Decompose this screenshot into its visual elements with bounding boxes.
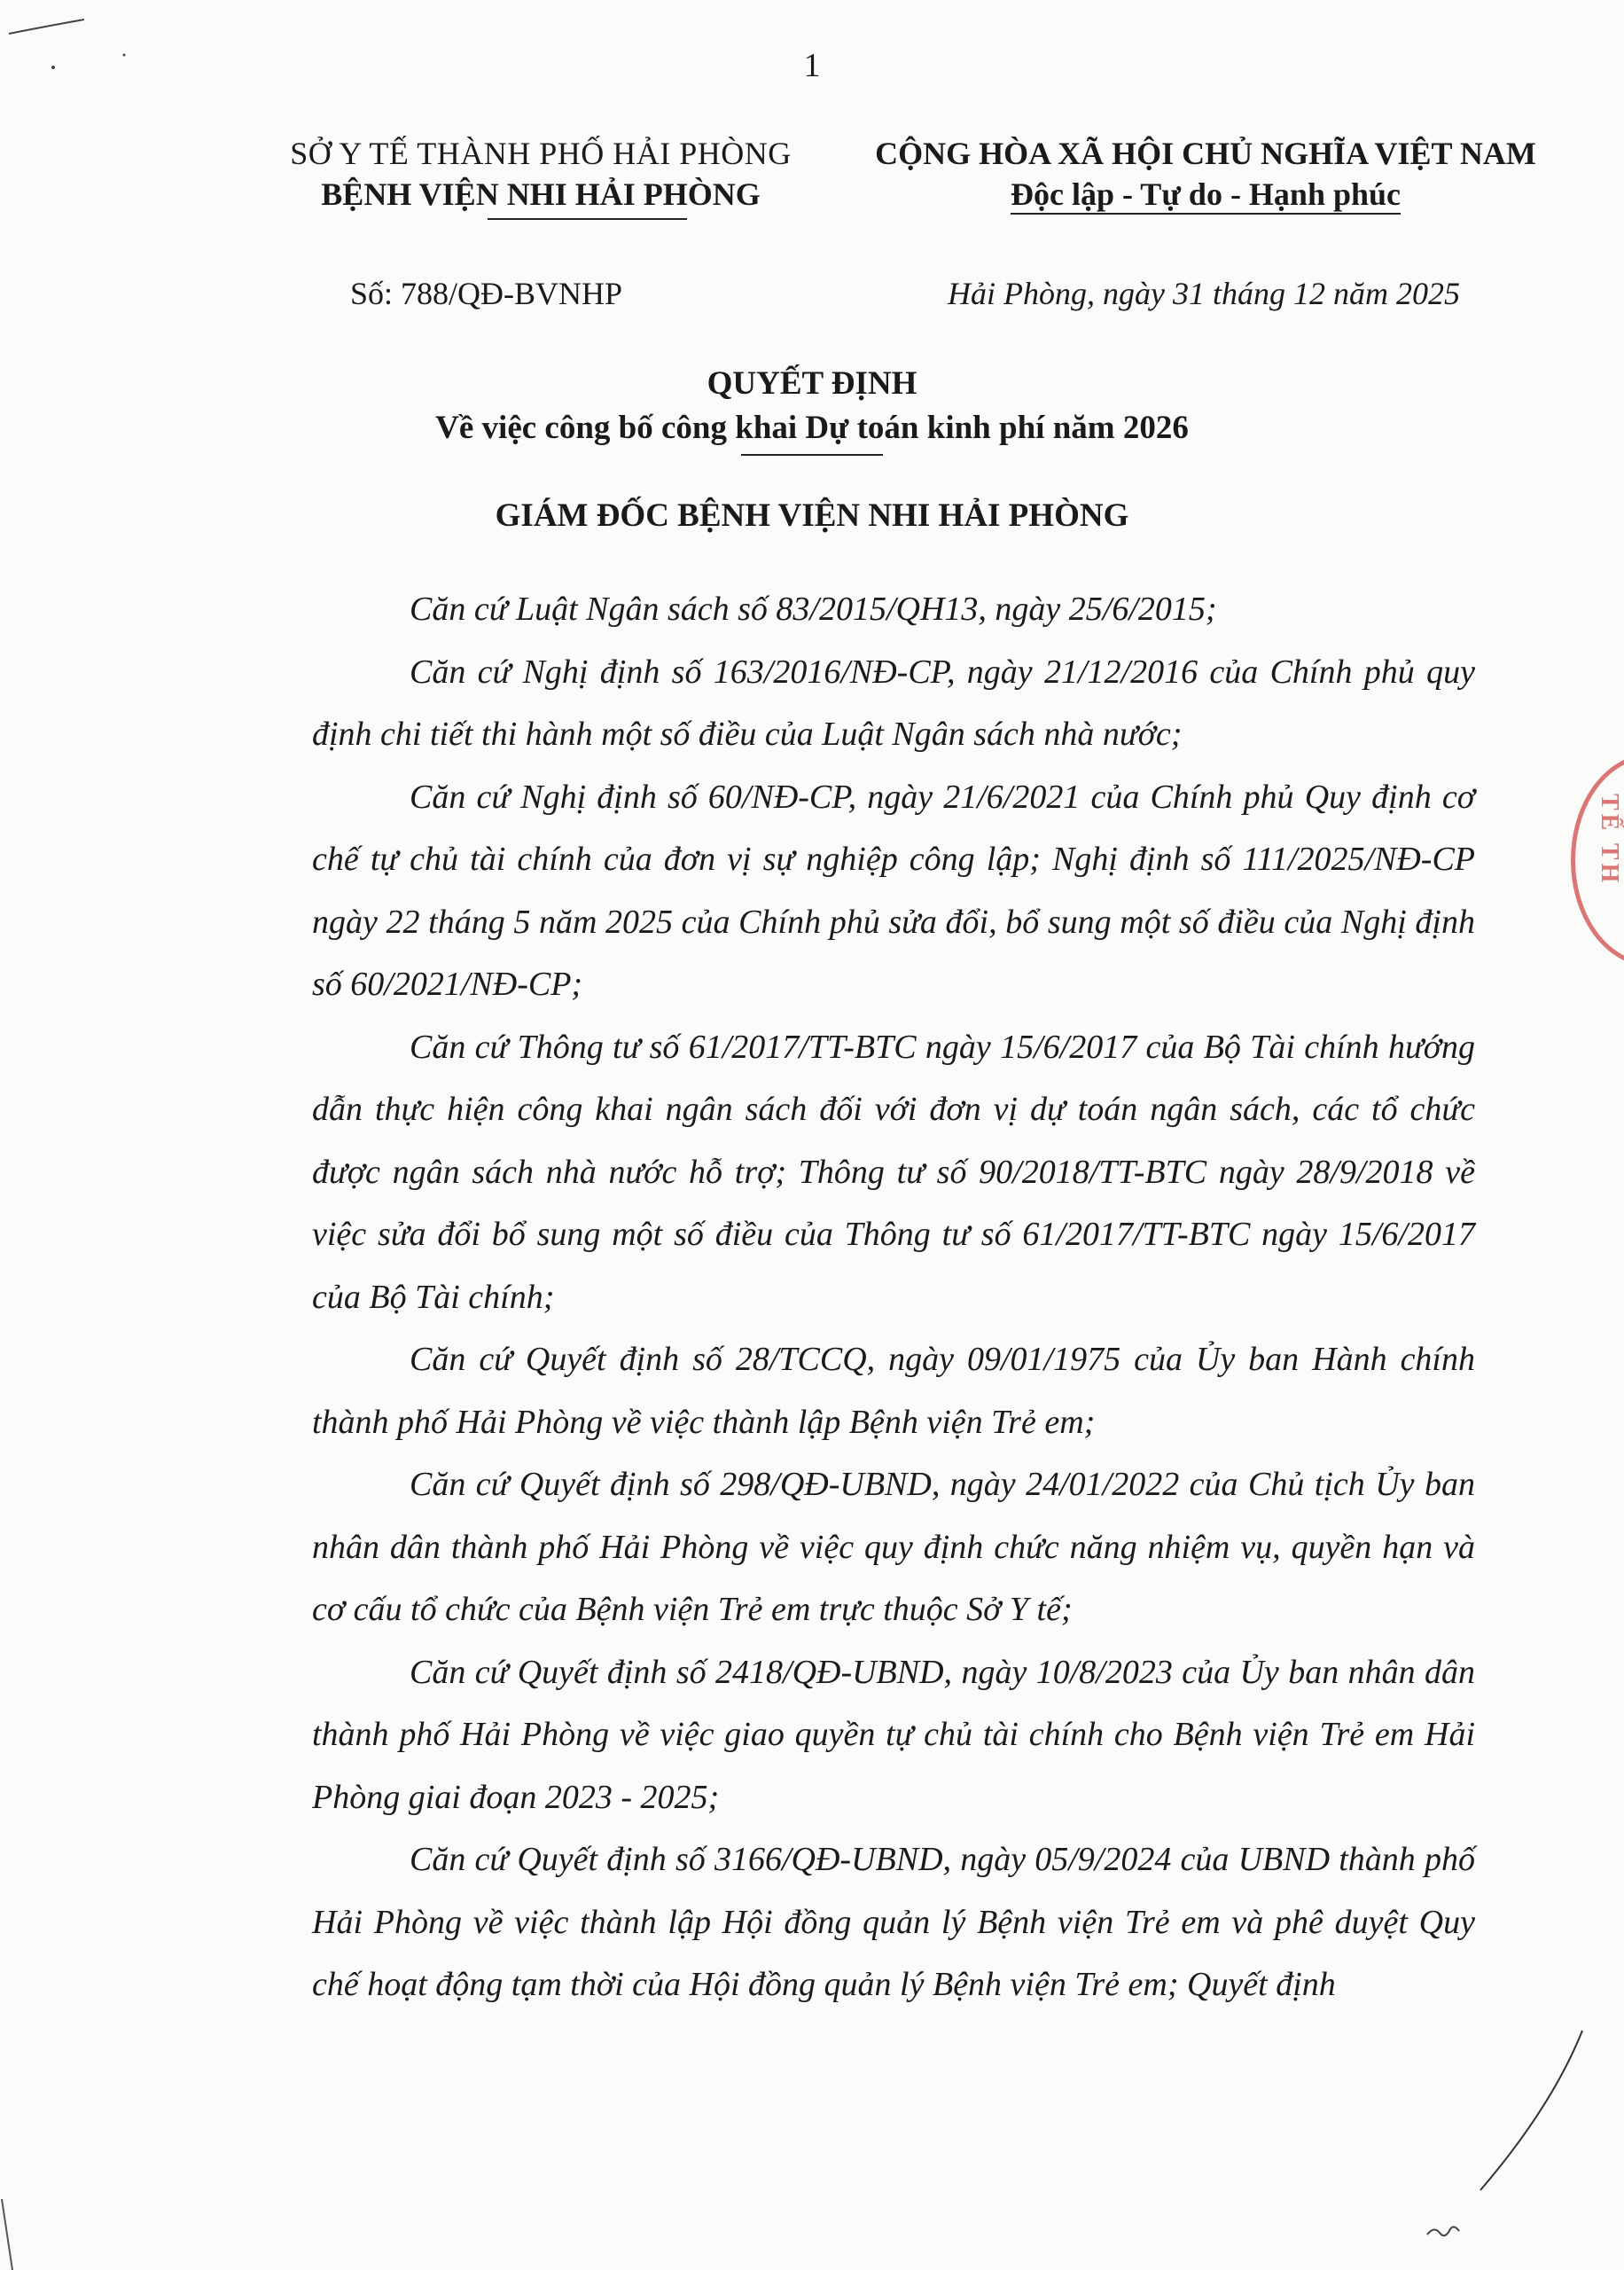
decision-title-block [0,362,1624,456]
stamp-text: TẾ TH [1596,794,1623,887]
red-stamp-fragment [1571,754,1624,967]
legal-basis-paragraph: Căn cứ Quyết định số 2418/QĐ-UBND, ngày 10/8/2023 của Ủy ban nhân dân thành phố Hải Phòng về việc giao quyền tự chủ tài chính cho Bệnh viện Trẻ em Hải Phòng giai đoạn 2023 - 2025; [312,1653,1475,1816]
national-header [829,133,1582,215]
agency-underline [488,218,687,220]
initial-signature [1383,2022,1613,2252]
national-title: CỘNG HÒA XÃ HỘI CHỦ NGHĨA VIỆT NAM [875,136,1536,171]
legal-basis-paragraph: Căn cứ Nghị định số 60/NĐ-CP, ngày 21/6/2021 của Chính phủ Quy định cơ chế tự chủ tài chính của đơn vị sự nghiệp công lập; Nghị định số 111/2025/NĐ-CP ngày 22 tháng 5 năm 2025 của Chính phủ sửa đổi, bổ sung một số điều của Nghị định số 60/2021/NĐ-CP; [312,778,1475,1003]
decision-title: QUYẾT ĐỊNH [707,365,917,402]
scan-edge-mark [0,2199,35,2270]
legal-basis-paragraph: Căn cứ Nghị định số 163/2016/NĐ-CP, ngày 21/12/2016 của Chính phủ quy định chi tiết thi hành một số điều của Luật Ngân sách nhà nước; [312,653,1475,753]
agency-header [257,133,824,215]
legal-basis-paragraph: Căn cứ Quyết định số 298/QĐ-UBND, ngày 24/01/2022 của Chủ tịch Ủy ban nhân dân thành phố Hải Phòng về việc quy định chức năng nhiệm vụ, quyền hạn và cơ cấu tổ chức của Bệnh viện Trẻ em trực thuộc Sở Y tế; [312,1466,1475,1628]
issuing-agency: BỆNH VIỆN NHI HẢI PHÒNG [321,176,761,212]
legal-basis-paragraph: Căn cứ Quyết định số 28/TCCQ, ngày 09/01/1975 của Ủy ban Hành chính thành phố Hải Phòng về việc thành lập Bệnh viện Trẻ em; [312,1341,1475,1441]
place-date: Hải Phòng, ngày 31 tháng 12 năm 2025 [948,276,1460,311]
document-number: Số: 788/QĐ-BVNHP [350,276,623,311]
legal-basis-paragraph: Căn cứ Thông tư số 61/2017/TT-BTC ngày 15/6/2017 của Bộ Tài chính hướng dẫn thực hiện công khai ngân sách đối với đơn vị dự toán ngân sách, các tổ chức được ngân sách nhà nước hỗ trợ; Thông tư số 90/2018/TT-BTC ngày 28/9/2018 về việc sửa đổi bổ sung một số điều của Thông tư số 61/2017/TT-BTC ngày 15/6/2017 của Bộ Tài chính; [312,1028,1475,1316]
title-underline [741,454,883,456]
decision-subtitle: Về việc công bố công khai Dự toán kinh phí năm 2026 [435,410,1189,446]
national-motto: Độc lập - Tự do - Hạnh phúc [1011,176,1401,215]
signing-authority: GIÁM ĐỐC BỆNH VIỆN NHI HẢI PHÒNG [495,497,1129,534]
legal-basis-paragraph: Căn cứ Luật Ngân sách số 83/2015/QH13, ngày 25/6/2015; [410,591,1217,628]
legal-basis [312,578,1475,2016]
page-number: 1 [803,47,821,84]
legal-basis-paragraph: Căn cứ Quyết định số 3166/QĐ-UBND, ngày 05/9/2024 của UBND thành phố Hải Phòng về việc thành lập Hội đồng quản lý Bệnh viện Trẻ em và phê duyệt Quy chế hoạt động tạm thời của Hội đồng quản lý Bệnh viện Trẻ em; Quyết định [312,1841,1475,2003]
parent-agency: SỞ Y TẾ THÀNH PHỐ HẢI PHÒNG [290,136,792,171]
